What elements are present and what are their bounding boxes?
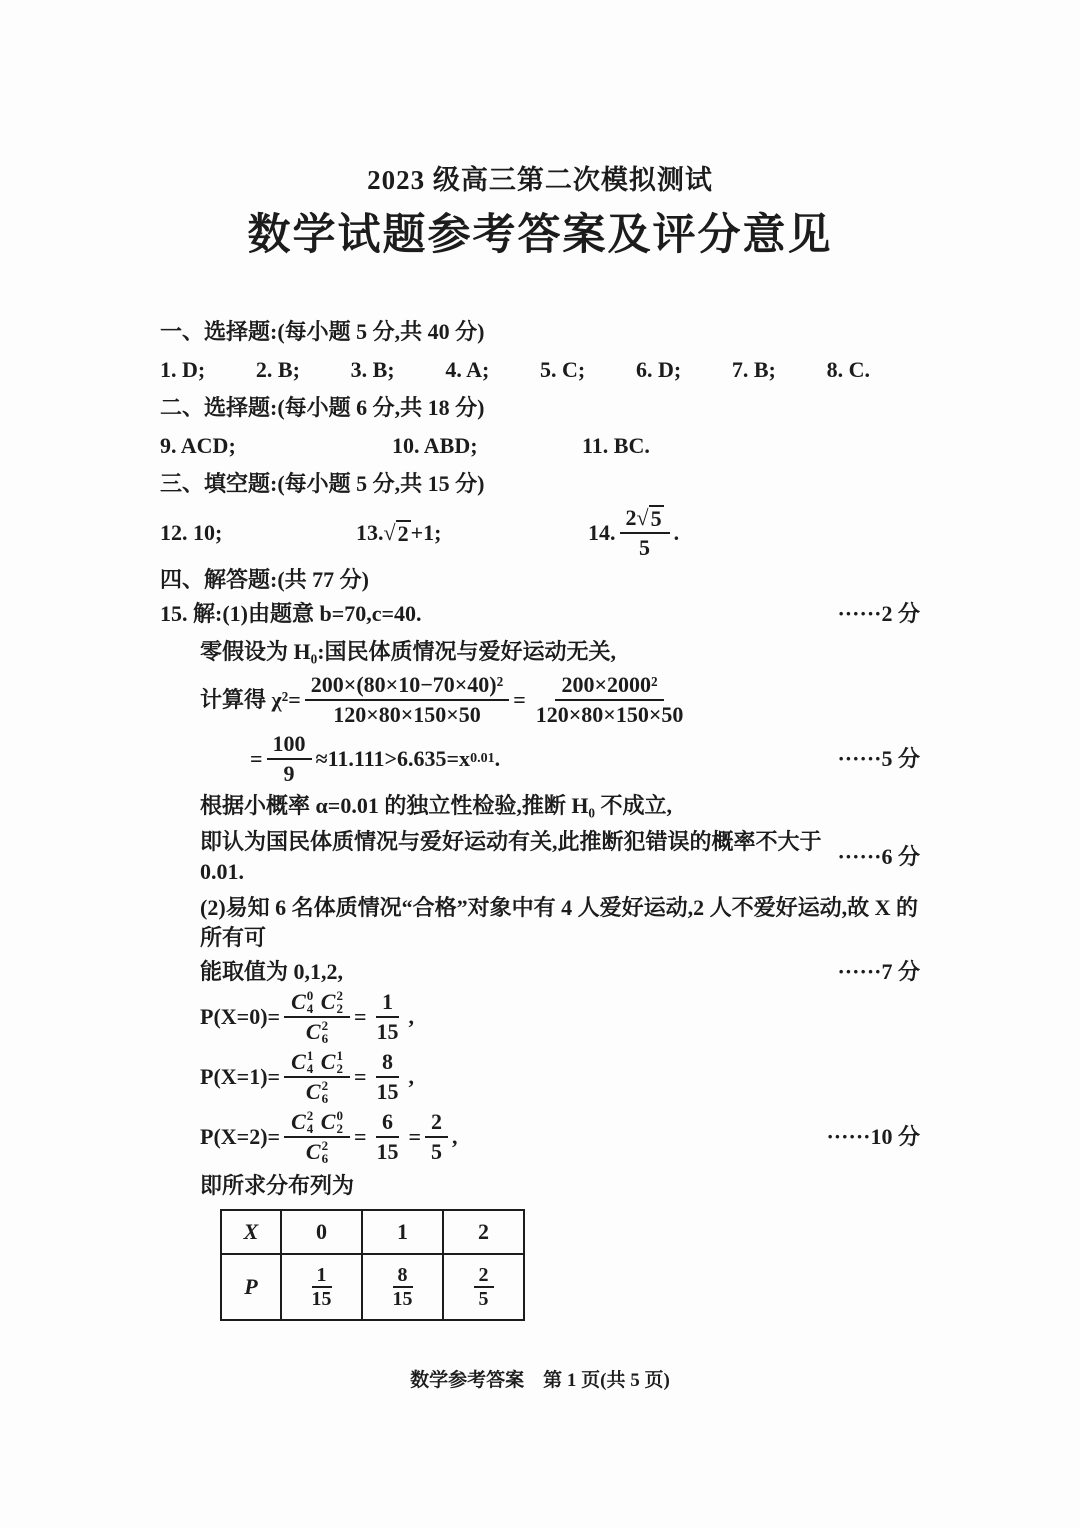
combination-c40 [291, 989, 313, 1015]
combination-letter: C [320, 1049, 336, 1074]
combination-sup: 0 [306, 988, 314, 1003]
combination-c21 [321, 1049, 343, 1075]
combination-sup: 2 [336, 988, 343, 1003]
combination-fraction [284, 1109, 350, 1165]
equals-sign: = [353, 1004, 367, 1029]
document-title: 数学试题参考答案及评分意见 [247, 212, 833, 259]
p15-statement: 15. 解:(1)由题意 b=70,c=40. [160, 601, 422, 626]
combination-indices [336, 989, 343, 1015]
score-mark-6: ······6 分 [837, 844, 920, 869]
score-mark-7: ······7 分 [837, 959, 920, 984]
probability-x1-formula [200, 1049, 920, 1105]
p15-line1 [160, 599, 920, 629]
x-values-text: 能取值为 0,1,2, [200, 959, 344, 984]
answer-14 [588, 505, 679, 561]
comma: , [452, 1124, 458, 1149]
table-cell-x0: 0 [281, 1210, 362, 1254]
combination-sup: 1 [306, 1048, 314, 1063]
probability-x2-expression [200, 1109, 458, 1165]
p15-null-hypothesis: 零假设为 H₀:国民体质情况与爱好运动无关, [200, 639, 617, 664]
fraction-denominator: 5 [639, 535, 651, 560]
combination-sup: 2 [321, 1078, 329, 1093]
probability-lhs: P(X=2)= [200, 1124, 281, 1149]
answer-14-number: 14. [588, 520, 616, 545]
fraction-numerator: 1 [376, 989, 399, 1018]
combination-indices [322, 1139, 329, 1165]
table-row-p [221, 1254, 524, 1320]
intermediate-fraction [370, 1109, 404, 1165]
fraction-numerator [284, 1109, 350, 1138]
fraction-numerator: 8 [376, 1049, 399, 1078]
answer-1: 1. D; [160, 357, 206, 382]
combination-letter: C [320, 1109, 336, 1134]
combination-sub: 2 [336, 1001, 343, 1016]
table-cell-x2: 2 [443, 1210, 524, 1254]
combination-sup: 2 [321, 1138, 329, 1153]
combination-sub: 6 [321, 1031, 329, 1046]
radicand: 2 [397, 521, 409, 546]
probability-x0-formula [200, 989, 920, 1045]
fraction-denominator: 120×80×150×50 [535, 702, 684, 727]
sqrt-expression [384, 520, 411, 546]
answer-13 [356, 518, 588, 548]
comparison-text: ≈11.111>6.635=x [315, 746, 471, 771]
combination-sub: 4 [306, 1001, 314, 1016]
fraction-denominator: 9 [283, 761, 295, 786]
p15-part2-line1: (2)易知 6 名体质情况“合格”对象中有 4 人爱好运动,2 人不爱好运动,故 X 的所有可 [200, 895, 919, 950]
fraction-denominator [299, 1138, 335, 1165]
answer-13-number: 13. [356, 520, 384, 545]
fraction-numerator: 8 [393, 1264, 413, 1288]
fraction-denominator: 15 [376, 1019, 399, 1044]
combination-fraction [284, 1049, 350, 1105]
result-fraction [370, 989, 404, 1045]
combination-indices [307, 989, 314, 1015]
section1-header: 一、选择题:(每小题 5 分,共 40 分) [160, 319, 485, 344]
chi-squared-formula [200, 671, 920, 729]
critical-value-subscript: 0.01 [470, 751, 495, 766]
answer-12: 12. 10; [160, 520, 223, 545]
combination-sub: 6 [321, 1091, 329, 1106]
table-cell-p-label: P [221, 1254, 281, 1320]
combination-sub: 6 [321, 1151, 329, 1166]
result-fraction [425, 1109, 448, 1165]
score-mark-5: ······5 分 [837, 746, 920, 771]
combination-sup: 2 [321, 1018, 329, 1033]
answer-11: 11. BC. [582, 433, 650, 458]
radical-sign: √ [636, 505, 649, 530]
combination-sub: 2 [336, 1061, 343, 1076]
radical-sign: √ [383, 520, 396, 545]
fraction-denominator: 15 [392, 1288, 413, 1310]
fraction-denominator: 15 [376, 1139, 399, 1164]
period: . [494, 746, 501, 771]
distribution-table-intro: 即所求分布列为 [200, 1173, 355, 1198]
answer-9: 9. ACD; [160, 433, 236, 458]
combination-indices [307, 1109, 314, 1135]
p15-conclusion-line [160, 827, 920, 887]
answer-13-tail: +1; [410, 520, 442, 545]
combination-c62 [306, 1019, 328, 1045]
combination-c22 [321, 989, 343, 1015]
fraction [267, 731, 312, 787]
fraction-denominator: 5 [431, 1139, 443, 1164]
fraction [474, 1264, 494, 1310]
combination-sub: 4 [306, 1061, 314, 1076]
combination-sub: 4 [306, 1121, 314, 1136]
combination-indices [307, 1049, 314, 1075]
combination-sup: 2 [306, 1108, 314, 1123]
p15-inference-line: 根据小概率 α=0.01 的独立性检验,推断 H₀ 不成立, [200, 793, 673, 818]
fraction [307, 1264, 337, 1310]
probability-lhs: P(X=0)= [200, 1004, 281, 1029]
table-cell-p1 [362, 1254, 443, 1320]
combination-letter: C [305, 1139, 321, 1164]
combination-sub: 2 [336, 1121, 343, 1136]
combination-letter: C [291, 1109, 306, 1134]
combination-letter: C [291, 989, 306, 1014]
fraction-numerator: 200×2000² [555, 672, 663, 701]
answer-3: 3. B; [350, 357, 395, 382]
combination-letter: C [305, 1019, 321, 1044]
section2-answers [160, 431, 920, 461]
combination-sup: 1 [336, 1048, 343, 1063]
sqrt-expression [637, 505, 664, 531]
fraction-numerator [284, 989, 350, 1018]
combination-c20 [321, 1109, 343, 1135]
combination-c42 [291, 1109, 313, 1135]
fraction-numerator: 2 [425, 1109, 448, 1138]
equals-sign: = [250, 746, 263, 771]
chi-squared-result [160, 731, 920, 787]
combination-letter: C [291, 1049, 306, 1074]
fraction-denominator [299, 1018, 335, 1045]
combination-fraction [284, 989, 350, 1045]
answer-7: 7. B; [731, 357, 776, 382]
chi-label: 计算得 χ²= [200, 687, 301, 712]
comma: , [408, 1064, 414, 1089]
section1-answers [160, 355, 870, 385]
combination-indices [322, 1019, 329, 1045]
answer-4: 4. A; [445, 357, 490, 382]
fraction-numerator [284, 1049, 350, 1078]
table-cell-x1: 1 [362, 1210, 443, 1254]
fraction-denominator [299, 1078, 335, 1105]
combination-indices [336, 1049, 343, 1075]
answer-2: 2. B; [255, 357, 300, 382]
table-cell-x-label: X [221, 1210, 281, 1254]
combination-sup: 0 [336, 1108, 343, 1123]
fraction-denominator: 15 [311, 1288, 332, 1310]
combination-c41 [291, 1049, 313, 1075]
fraction-numerator [620, 505, 670, 534]
combination-letter: C [320, 989, 336, 1014]
answer-8: 8. C. [826, 357, 870, 382]
fraction [388, 1264, 418, 1310]
section2-header: 二、选择题:(每小题 6 分,共 18 分) [160, 395, 485, 420]
score-mark-10: ······10 分 [826, 1124, 920, 1149]
answer-10: 10. ABD; [392, 433, 478, 458]
result-fraction [370, 1049, 404, 1105]
equals-sign: = [513, 687, 526, 712]
combination-letter: C [305, 1079, 321, 1104]
fraction-denominator: 120×80×150×50 [333, 702, 481, 727]
table-cell-p2 [443, 1254, 524, 1320]
section3-answers [160, 503, 920, 563]
exam-title: 2023 级高三第二次模拟测试 [367, 165, 713, 195]
fraction-numerator: 1 [312, 1264, 332, 1288]
combination-indices [322, 1079, 329, 1105]
radicand: 5 [650, 506, 662, 531]
comma: , [408, 1004, 414, 1029]
table-cell-p0 [281, 1254, 362, 1320]
p15-part2-line2 [160, 957, 920, 987]
chi-fraction-2 [530, 672, 690, 728]
table-row-x [221, 1210, 524, 1254]
equals-sign: = [353, 1064, 367, 1089]
answer-6: 6. D; [635, 357, 682, 382]
chi-fraction-1 [305, 672, 509, 728]
section3-header: 三、填空题:(每小题 5 分,共 15 分) [160, 471, 485, 496]
fraction-numerator: 6 [376, 1109, 399, 1138]
score-mark-2: ······2 分 [837, 601, 920, 626]
distribution-table [220, 1209, 525, 1321]
combination-c62 [306, 1139, 328, 1165]
fraction-numerator: 200×(80×10−70×40)² [305, 672, 509, 701]
answer-14-tail: . [673, 520, 680, 545]
probability-lhs: P(X=1)= [200, 1064, 281, 1089]
answer-5: 5. C; [540, 357, 586, 382]
fraction-numerator: 100 [267, 731, 312, 760]
combination-indices [336, 1109, 343, 1135]
equals-sign: = [408, 1124, 422, 1149]
fraction-denominator: 15 [376, 1079, 399, 1104]
fraction-numerator: 2 [474, 1264, 494, 1288]
fraction [620, 505, 670, 561]
probability-x2-formula [160, 1109, 920, 1165]
fraction-denominator: 5 [478, 1288, 489, 1310]
combination-c62 [306, 1079, 328, 1105]
equals-sign: = [353, 1124, 367, 1149]
coefficient: 2 [625, 505, 637, 530]
conclusion-text: 即认为国民体质情况与爱好运动有关,此推断犯错误的概率不大于 0.01. [200, 829, 822, 884]
page-footer: 数学参考答案 第 1 页(共 5 页) [410, 1370, 670, 1391]
section4-header: 四、解答题:(共 77 分) [160, 567, 369, 592]
result-expression [250, 731, 500, 787]
